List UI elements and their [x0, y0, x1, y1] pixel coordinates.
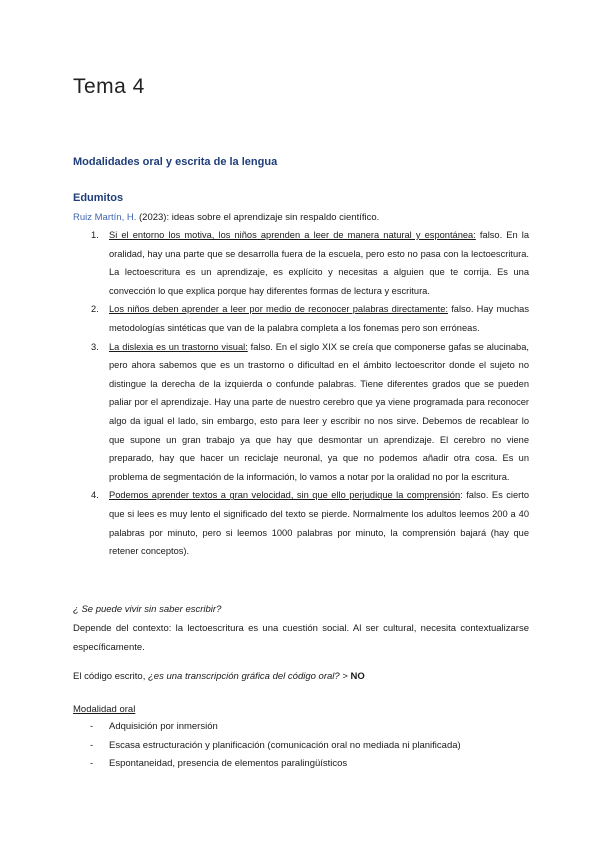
feature-item — [73, 755, 543, 774]
myth-claim: Podemos aprender textos a gran velocidad, sin que ello perjudique la comprensión — [109, 490, 461, 501]
dash-bullet: - — [90, 721, 94, 732]
question-live-without-writing: ¿ Se puede vivir sin saber escribir? — [73, 604, 222, 615]
dash-bullet: - — [90, 739, 94, 751]
citation-author[interactable]: Ruiz Martín, H. — [73, 212, 137, 223]
feature-item — [73, 737, 543, 756]
feature-text: Adquisición por inmersión — [109, 721, 218, 732]
myth-explanation: falso. Hay muchas metodologías sintéticas que van de la palabra completa a los fonemas pero son erróneas. — [109, 304, 529, 333]
myth-number: 3. — [91, 341, 99, 352]
myth-item — [73, 486, 529, 560]
feature-text: Espontaneidad, presencia de elementos paralingüísticos — [109, 758, 348, 769]
section-heading: Modalidades oral y escrita de la lengua — [73, 156, 278, 168]
myth-claim: Los niños deben aprender a leer por medio de reconocer palabras directamente: — [109, 304, 448, 315]
feature-text: Escasa estructuración y planificación (comunicación oral no mediada ni planificada) — [109, 739, 461, 751]
myth-number: 2. — [91, 304, 99, 315]
answer-context: Depende del contexto: la lectoescritura es una cuestión social. Al ser cultural, necesita contextualizarse específicamente. — [73, 623, 529, 653]
question-answer: NO — [350, 671, 365, 682]
myth-claim: Si el entorno los motiva, los niños aprenden a leer de manera natural y espontánea: — [109, 230, 476, 240]
myth-explanation: falso. En la oralidad, hay una parte que se desarrolla fuera de la escuela, pero esto no pasa con la lectoescritura. La lectoescritura es un aprendizaje, es explícito y necesitas a alguien que te corrija. Es una convección lo que explica porque hay diferentes formas de lectura y escritura. — [109, 230, 530, 296]
myth-explanation: falso. En el siglo XIX se creía que componerse gafas se alucinaba, pero ahora sabemos que es un trastorno o dificultad en el ámbito lectoescritor donde el sujeto no distingue la derecha de la izquierda o confunde palabras. Tiene diferentes grados que se pueden paliar por el aprendizaje. Hay una parte de nuestro cerebro que ya viene programada para reconocer algo da igual el lado, sin embargo, esto para leer y escribir no nos sirve. Debemos de recablear lo que supone un gran trabajo ya que hay que desmontar un aprendizaje. El cerebro no viene preparado, hay que hacer un reciclaje neuronal, ya que no podemos añadir otra cosa. Es un problema de segmentación de la información, lo vamos a notar por la oralidad no por la escritura. — [109, 341, 529, 482]
feature-item — [73, 718, 543, 737]
myth-claim: La dislexia es un trastorno visual: — [109, 341, 248, 352]
question-italic: ¿es una transcripción gráfica del código oral? — [147, 671, 340, 682]
features-list — [73, 718, 543, 774]
question-prefix: El código escrito, — [73, 671, 148, 682]
myth-item — [73, 338, 529, 487]
dash-bullet: - — [90, 758, 94, 769]
myths-list — [73, 226, 529, 561]
myth-item — [73, 300, 529, 337]
question-written-code — [73, 668, 529, 687]
modality-heading: Modalidad oral — [73, 704, 136, 715]
myth-explanation: : falso. Es cierto que si lees es muy lento el significado del texto se pierde. Normalmente los adultos leemos 200 a 40 palabras por minuto, pero si leemos 1000 palabras por minuto, la comprensión bajará (hay que retener conceptos). — [109, 490, 529, 557]
myth-item — [73, 226, 529, 300]
myth-number: 1. — [91, 230, 99, 240]
question-suffix: > — [339, 671, 351, 682]
myth-number: 4. — [91, 490, 99, 501]
subsection-heading: Edumitos — [73, 192, 124, 204]
citation — [73, 210, 379, 226]
citation-text: (2023): ideas sobre el aprendizaje sin respaldo científico. — [136, 212, 380, 223]
page-title: Tema 4 — [73, 75, 145, 98]
